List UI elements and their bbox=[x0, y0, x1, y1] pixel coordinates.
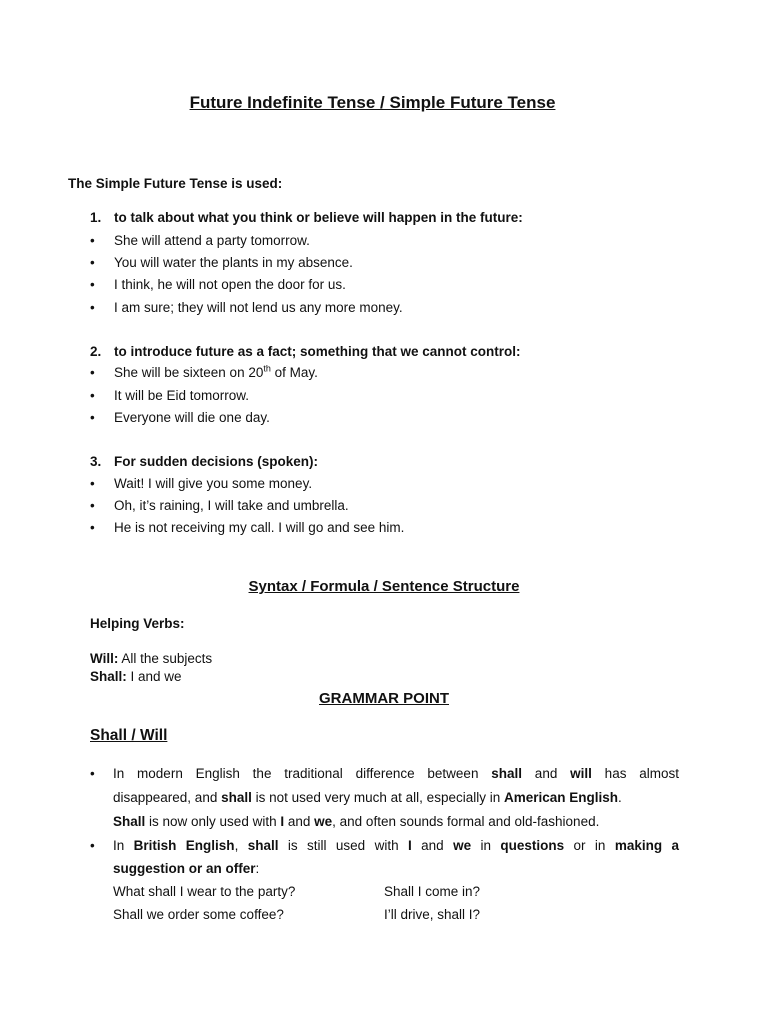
will-line: Will: All the subjects bbox=[90, 651, 213, 666]
bullet-icon: • bbox=[90, 520, 95, 535]
section-2-heading: to introduce future as a fact; something that we cannot control: bbox=[114, 344, 521, 359]
gp-bullet-1-line-3: Shall is now only used with I and we, and often sounds formal and old-fashioned. bbox=[113, 814, 600, 829]
bullet-icon: • bbox=[90, 255, 95, 270]
section-3-heading: For sudden decisions (spoken): bbox=[114, 454, 319, 469]
section-2-number: 2. bbox=[90, 344, 102, 359]
syntax-heading: Syntax / Formula / Sentence Structure bbox=[248, 578, 520, 595]
document-page: Future Indefinite Tense / Simple Future Tense The Simple Future Tense is used: 1. to talk about what you think or believe will happen in the future: • She will attend a party tomorrow. • You will water the plants in my absence. • I think, he will not open the door for us. • I am sure; they will not lend us any more money. 2. to introduce future as a fact; something that we cannot control: • She will be sixteen on 20th of May. • It will be Eid tomorrow. • Everyone will die one day. 3. For sudden decisions (spoken): • Wait! I will give you some money. • Oh, it’s raining, I will take and umbrella. • He is not receiving my call. I will go and see him. Syntax / Formula / Sentence Structure Helping Verbs: Will: All the subjects Shall: I and we GRAMMAR POINT Shall / Will • In modern English the traditional difference between shall and will has almost disappeared, and shall is not used very much at all, especially in American English. Shall is now only used with I and we, and often sounds formal and old-fashioned. • In British English, shall is still used with I and we in questions or in making a suggestion or an offer: What shall I wear to the party? Shall I come in? Shall we order some coffee? I’ll drive, shall I? bbox=[0, 0, 768, 1024]
gp-bullet-1-line-1: In modern English the traditional difference between shall and will has almost bbox=[113, 766, 680, 781]
bullet-icon: • bbox=[90, 476, 95, 491]
intro-text: The Simple Future Tense is used: bbox=[68, 176, 283, 191]
bullet-icon: • bbox=[90, 300, 95, 315]
bullet-icon: • bbox=[90, 838, 95, 853]
bullet-icon: • bbox=[90, 410, 95, 425]
example-text: What shall I wear to the party? bbox=[113, 884, 296, 899]
gp-bullet-2-line-1: In British English, shall is still used with I and we in questions or in making a bbox=[113, 838, 679, 853]
bullet-icon: • bbox=[90, 233, 95, 248]
gp-bullet-2-line-2: suggestion or an offer: bbox=[113, 861, 260, 876]
section-1-heading: to talk about what you think or believe will happen in the future: bbox=[114, 210, 523, 225]
bullet-icon: • bbox=[90, 498, 95, 513]
helping-verbs-label: Helping Verbs: bbox=[90, 616, 185, 631]
bullet-icon: • bbox=[90, 277, 95, 292]
grammar-point-heading: GRAMMAR POINT bbox=[319, 690, 449, 707]
gp-bullet-1-line-2: disappeared, and shall is not used very much at all, especially in American English. bbox=[113, 790, 622, 805]
bullet-icon: • bbox=[90, 766, 95, 781]
bullet-icon: • bbox=[90, 365, 95, 380]
section-1-number: 1. bbox=[90, 210, 102, 225]
page-title: Future Indefinite Tense / Simple Future Tense bbox=[189, 93, 556, 112]
section-3-number: 3. bbox=[90, 454, 102, 469]
example-text: I’ll drive, shall I? bbox=[384, 907, 481, 922]
shall-will-heading: Shall / Will bbox=[90, 727, 168, 744]
bullet-icon: • bbox=[90, 388, 95, 403]
shall-line: Shall: I and we bbox=[90, 669, 182, 684]
example-text: Shall we order some coffee? bbox=[113, 907, 284, 922]
example-text: Shall I come in? bbox=[384, 884, 481, 899]
